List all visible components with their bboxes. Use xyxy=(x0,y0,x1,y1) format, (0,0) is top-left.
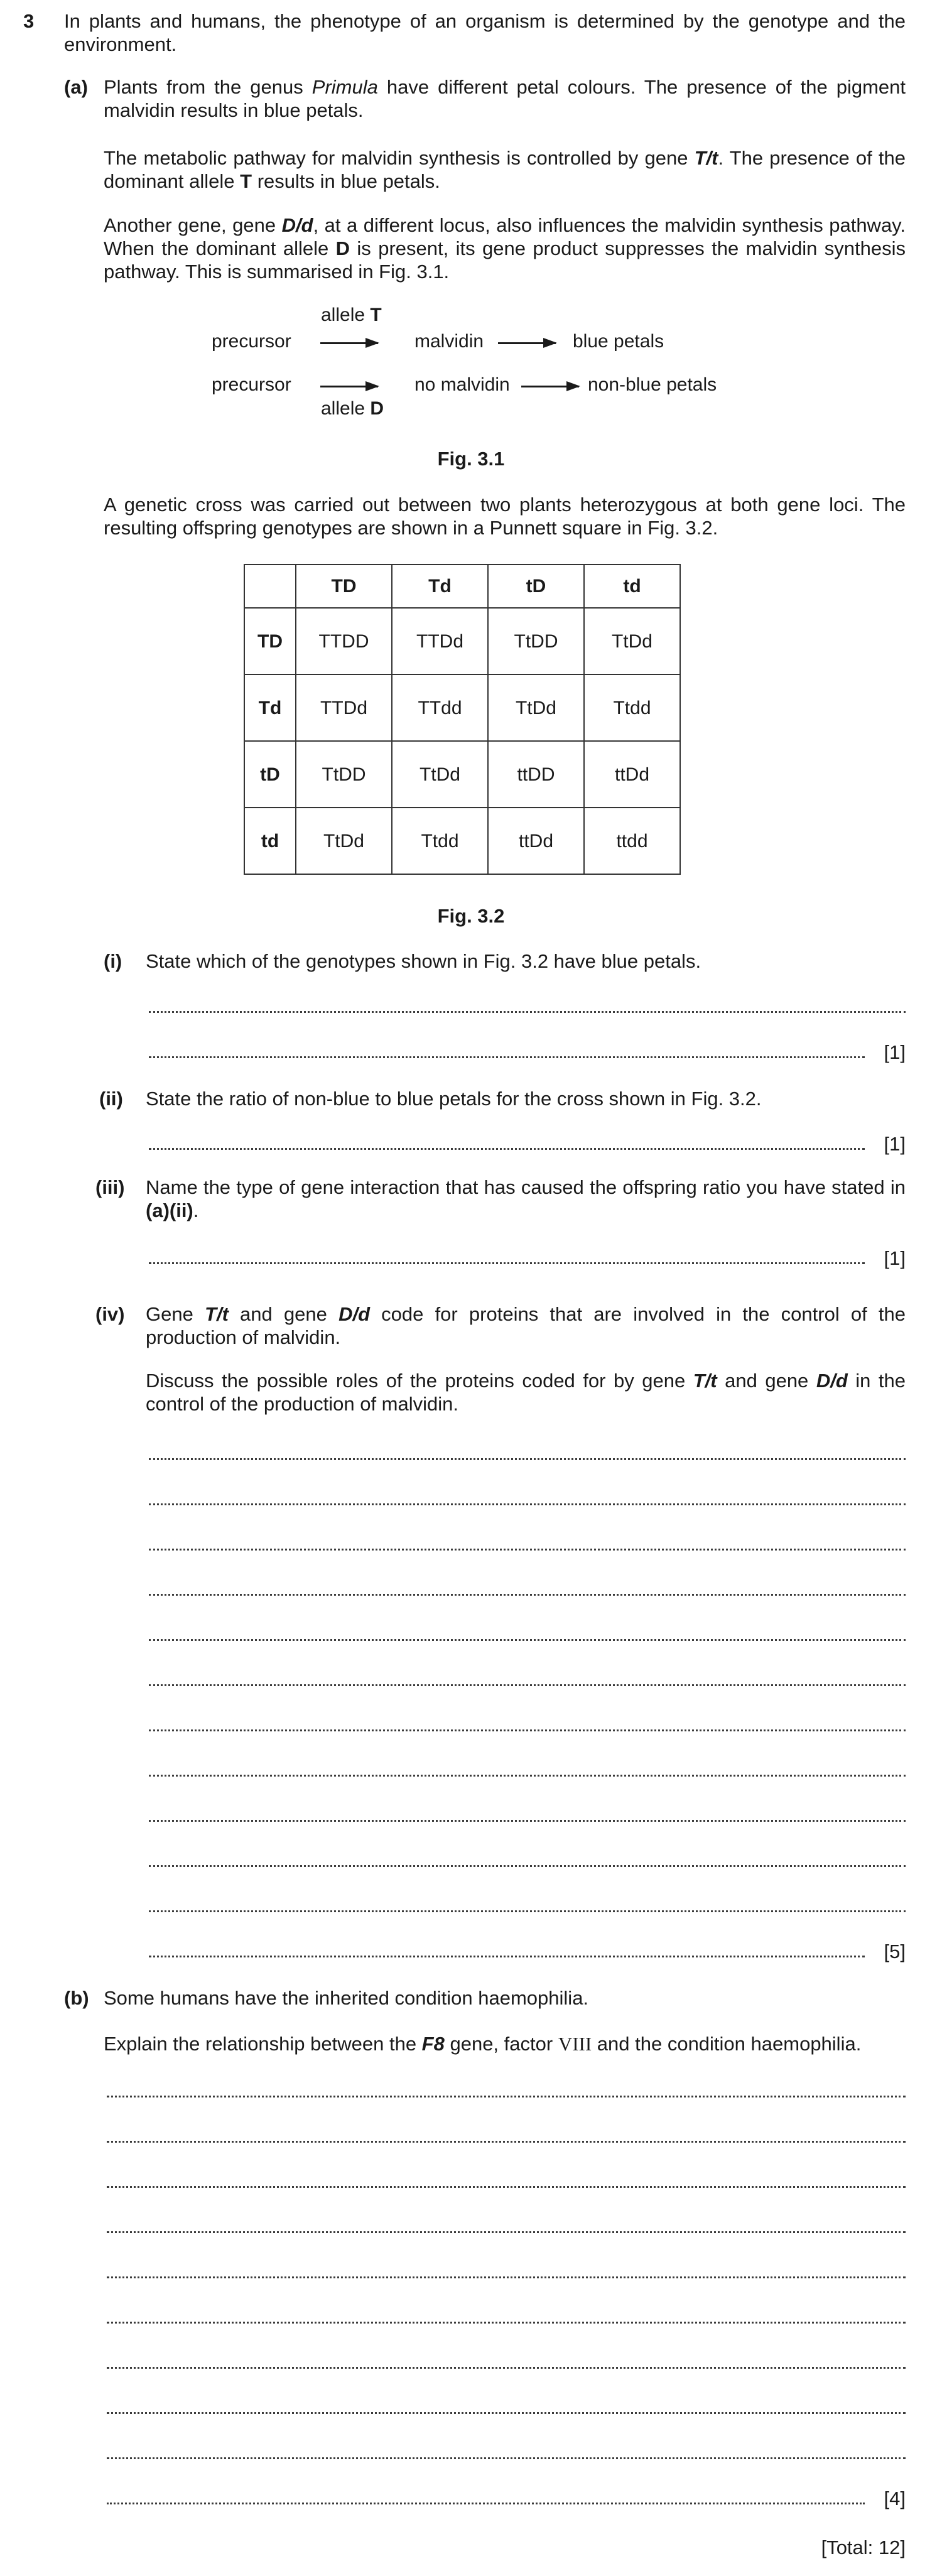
answer-line[interactable] xyxy=(149,1935,865,1957)
arrow-no-malvidin-non-blue xyxy=(521,386,579,387)
punnett-cell: TtDd xyxy=(488,674,584,741)
punnett-cell: Ttdd xyxy=(392,808,488,874)
answer-line[interactable] xyxy=(149,1890,906,1912)
malvidin-label: malvidin xyxy=(414,331,484,352)
answer-line[interactable] xyxy=(149,1845,906,1867)
marks-iii: [1] xyxy=(884,1247,906,1269)
allele-d-label: allele D xyxy=(321,398,384,419)
answer-line[interactable] xyxy=(149,1529,906,1550)
answer-line[interactable] xyxy=(149,1664,906,1686)
total-marks: [Total: 12] xyxy=(821,2536,906,2558)
fig-3-1-caption: Fig. 3.1 xyxy=(437,448,505,470)
punnett-cell: ttdd xyxy=(584,808,680,874)
sub-ii-text: State the ratio of non-blue to blue petals for the cross shown in Fig. 3.2. xyxy=(146,1088,762,1110)
answer-line[interactable] xyxy=(107,2347,906,2369)
punnett-cell: TtDD xyxy=(488,608,584,674)
arrow-precursor-no-malvidin xyxy=(320,386,378,387)
part-a-para2: The metabolic pathway for malvidin synthesis is controlled by gene T/t. The presence of the dominant allele T results in blue petals. xyxy=(104,147,906,192)
allele-t-label: allele T xyxy=(321,305,382,325)
fig-3-2-caption: Fig. 3.2 xyxy=(437,905,505,927)
sub-i-label: (i) xyxy=(104,950,122,972)
answer-line[interactable] xyxy=(107,2437,906,2459)
answer-line[interactable] xyxy=(149,1242,865,1264)
answer-line[interactable] xyxy=(107,2075,906,2097)
blue-petals-label: blue petals xyxy=(573,331,664,352)
answer-line[interactable] xyxy=(107,2211,906,2233)
answer-line[interactable] xyxy=(107,2482,865,2504)
sub-iv-para1: Gene T/t and gene D/d code for proteins that are involved in the control of the production of malvidin. xyxy=(146,1303,906,1348)
sub-iv-para2: Discuss the possible roles of the proteins coded for by gene T/t and gene D/d in the control of the production of malvidin. xyxy=(146,1370,906,1415)
punnett-cell: ttDd xyxy=(488,808,584,874)
part-a-label: (a) xyxy=(64,76,88,98)
sub-iii-text: Name the type of gene interaction that has caused the offspring ratio you have stated in (a)(ii). xyxy=(146,1176,906,1221)
answer-line[interactable] xyxy=(149,991,906,1013)
answer-line[interactable] xyxy=(149,1483,906,1505)
punnett-cell: TtDD xyxy=(296,741,392,808)
punnett-cell: TTdd xyxy=(392,674,488,741)
answer-line[interactable] xyxy=(149,1709,906,1731)
punnett-cell: ttDd xyxy=(584,741,680,808)
punnett-header-row xyxy=(244,565,680,608)
part-a-para1: Plants from the genus Primula have different petal colours. The presence of the pigment malvidin results in blue petals. xyxy=(104,76,906,121)
answer-line[interactable] xyxy=(107,2256,906,2278)
marks-iv: [5] xyxy=(884,1940,906,1962)
question-number: 3 xyxy=(23,10,35,32)
punnett-row xyxy=(244,608,680,674)
answer-line[interactable] xyxy=(149,1800,906,1822)
punnett-row xyxy=(244,674,680,741)
answer-line[interactable] xyxy=(149,1438,906,1460)
punnett-cell: TtDd xyxy=(296,808,392,874)
precursor-label-2: precursor xyxy=(212,374,291,395)
sub-iii-label: (iii) xyxy=(95,1176,125,1198)
sub-ii-label: (ii) xyxy=(99,1088,123,1110)
answer-line[interactable] xyxy=(149,1755,906,1777)
non-blue-petals-label: non-blue petals xyxy=(588,374,717,395)
punnett-cell: TTDd xyxy=(392,608,488,674)
marks-ii: [1] xyxy=(884,1133,906,1155)
punnett-cell: ttDD xyxy=(488,741,584,808)
answer-line[interactable] xyxy=(107,2166,906,2188)
answer-line[interactable] xyxy=(149,1128,865,1150)
punnett-corner xyxy=(244,565,296,608)
punnett-row-header: td xyxy=(244,808,296,874)
precursor-label-1: precursor xyxy=(212,331,291,352)
answer-line[interactable] xyxy=(107,2121,906,2143)
answer-line[interactable] xyxy=(149,1619,906,1641)
punnett-square xyxy=(244,564,681,875)
punnett-row xyxy=(244,808,680,874)
punnett-col-header: Td xyxy=(392,565,488,608)
punnett-cell: TTDD xyxy=(296,608,392,674)
answer-line[interactable] xyxy=(107,2302,906,2324)
marks-b: [4] xyxy=(884,2487,906,2509)
answer-line[interactable] xyxy=(149,1574,906,1596)
punnett-cell: Ttdd xyxy=(584,674,680,741)
punnett-row-header: TD xyxy=(244,608,296,674)
punnett-col-header: TD xyxy=(296,565,392,608)
sub-i-text: State which of the genotypes shown in Fig. 3.2 have blue petals. xyxy=(146,950,701,972)
sub-iv-label: (iv) xyxy=(95,1303,125,1325)
part-b-para2: Explain the relationship between the F8 gene, factor VIII and the condition haemophilia. xyxy=(104,2033,862,2055)
punnett-col-header: tD xyxy=(488,565,584,608)
part-b-para1: Some humans have the inherited condition haemophilia. xyxy=(104,1987,589,2009)
cross-description: A genetic cross was carried out between two plants heterozygous at both gene loci. The resulting offspring genotypes are shown in a Punnett square in Fig. 3.2. xyxy=(104,494,906,539)
answer-line[interactable] xyxy=(149,1036,865,1058)
part-a-para3: Another gene, gene D/d, at a different locus, also influences the malvidin synthesis pathway. When the dominant allele D is present, its gene product suppresses the malvidin synthesis pathway. This is summarised in Fig. 3.1. xyxy=(104,214,906,283)
no-malvidin-label: no malvidin xyxy=(414,374,510,395)
question-intro: In plants and humans, the phenotype of an organism is determined by the genotype and the environment. xyxy=(64,10,906,55)
punnett-col-header: td xyxy=(584,565,680,608)
punnett-cell: TtDd xyxy=(392,741,488,808)
arrow-malvidin-blue xyxy=(498,342,556,344)
answer-line[interactable] xyxy=(107,2392,906,2414)
punnett-cell: TTDd xyxy=(296,674,392,741)
arrow-precursor-malvidin xyxy=(320,342,378,344)
punnett-row-header: Td xyxy=(244,674,296,741)
punnett-row-header: tD xyxy=(244,741,296,808)
punnett-row xyxy=(244,741,680,808)
part-b-label: (b) xyxy=(64,1987,89,2009)
marks-i: [1] xyxy=(884,1041,906,1063)
punnett-cell: TtDd xyxy=(584,608,680,674)
